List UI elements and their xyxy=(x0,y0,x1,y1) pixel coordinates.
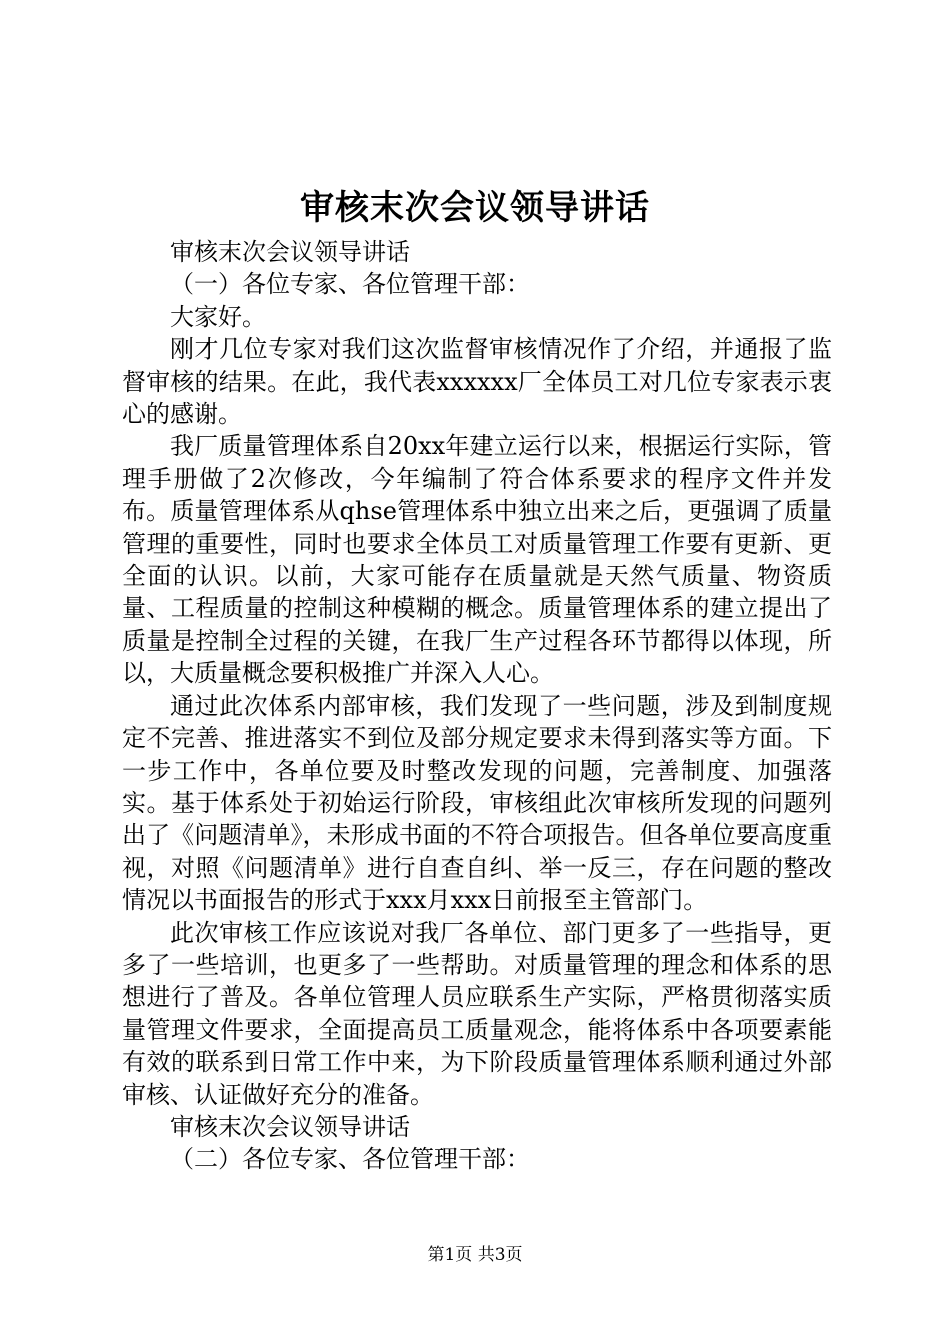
paragraph: 审核末次会议领导讲话 xyxy=(170,1112,410,1141)
paragraph: （二）各位专家、各位管理干部： xyxy=(170,1145,530,1174)
paragraph: 通过此次体系内部审核，我们发现了一些问题，涉及到制度规定不完善、推进落实不到位及部分规定要求未得到落实等方面。下一步工作中，各单位要及时整改发现的问题，完善制度、加强落实。基于体系处于初始运行阶段，审核组此次审核所发现的问题列出了《问题清单》，未形成书面的不符合项报告。但各单位要高度重视，对照《问题清单》进行自查自纠、举一反三，存在问题的整改情况以书面报告的形式于xxx月xxx日前报至主管部门。 xyxy=(122,691,832,915)
page-number: 第1页 共3页 xyxy=(427,1245,523,1265)
paragraph: 大家好。 xyxy=(170,302,266,331)
paragraph: （一）各位专家、各位管理干部： xyxy=(170,270,530,299)
document-title: 审核末次会议领导讲话 xyxy=(300,188,650,228)
document-body xyxy=(122,236,832,1176)
paragraph: 刚才几位专家对我们这次监督审核情况作了介绍，并通报了监督审核的结果。在此，我代表xxxxxx厂全体员工对几位专家表示衷心的感谢。 xyxy=(122,335,832,429)
paragraph: 审核末次会议领导讲话 xyxy=(170,238,410,266)
paragraph: 此次审核工作应该说对我厂各单位、部门更多了一些指导，更多了一些培训，也更多了一些帮助。对质量管理的理念和体系的思想进行了普及。各单位管理人员应联系生产实际，严格贯彻落实质量管理文件要求，全面提高员工质量观念，能将体系中各项要素能有效的联系到日常工作中来，为下阶段质量管理体系顺利通过外部审核、认证做好充分的准备。 xyxy=(122,918,832,1109)
paragraph: 我厂质量管理体系自20xx年建立运行以来，根据运行实际，管理手册做了2次修改，今年编制了符合体系要求的程序文件并发布。质量管理体系从qhse管理体系中独立出来之后，更强调了质量管理的重要性，同时也要求全体员工对质量管理工作要有更新、更全面的认识。以前，大家可能存在质量就是天然气质量、物资质量、工程质量的控制这种模糊的概念。质量管理体系的建立提出了质量是控制全过程的关键，在我厂生产过程各环节都得以体现，所以，大质量概念要积极推广并深入人心。 xyxy=(122,432,832,688)
